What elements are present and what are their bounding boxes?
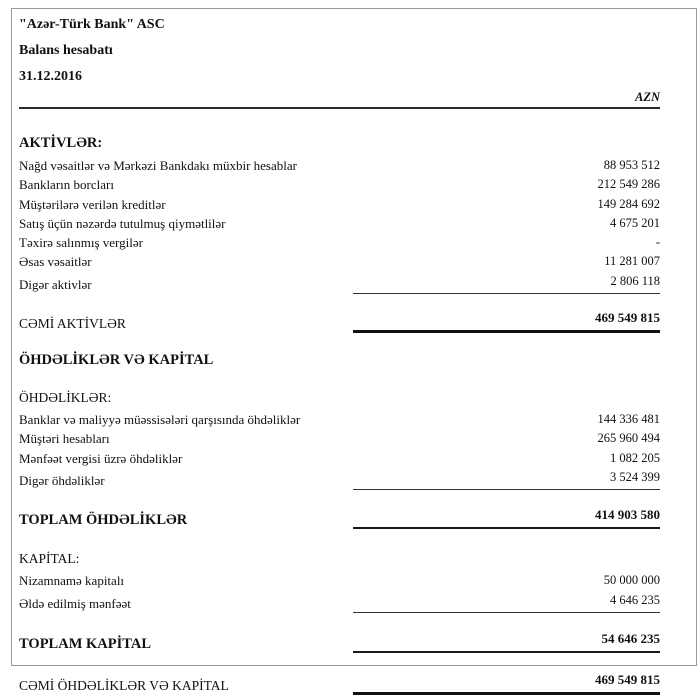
line-item-label: Bankların borcları [19, 177, 114, 193]
grand-total-value: 469 549 815 [353, 671, 660, 695]
line-item-value: 4 646 235 [353, 591, 660, 613]
liability-row-banks [19, 410, 660, 429]
line-item-label: Banklar və maliyyə müəssisələri qarşısında öhdəliklər [19, 412, 301, 428]
line-item-value: 4 675 201 [610, 215, 660, 230]
total-assets-row [19, 309, 660, 333]
line-item-value: 149 284 692 [597, 196, 660, 211]
line-item-value: 265 960 494 [597, 431, 660, 446]
total-liabilities-label: TOPLAM ÖHDƏLİKLƏR [19, 512, 188, 529]
asset-row-bank-debts [19, 175, 660, 194]
section-header-assets: AKTİVLƏR: [19, 135, 103, 151]
subsection-header-liabilities: ÖHDƏLİKLƏR: [19, 390, 112, 406]
line-item-value: 144 336 481 [597, 412, 660, 427]
line-item-label: Nağd vəsaitlər və Mərkəzi Bankdakı müxbir hesablar [19, 158, 297, 173]
grand-total-label: CƏMİ ÖHDƏLİKLƏR VƏ KAPİTAL [19, 677, 229, 693]
asset-row-other-assets [19, 272, 660, 294]
line-item-value: 212 549 286 [597, 177, 660, 192]
line-item-value: 2 806 118 [353, 272, 660, 294]
asset-row-fixed-assets [19, 252, 660, 271]
line-item-value: 88 953 512 [603, 158, 660, 172]
line-item-value: - [655, 235, 660, 250]
total-capital-label: TOPLAM KAPİTAL [19, 635, 151, 652]
capital-row-charter-capital [19, 571, 660, 590]
line-item-value: 1 082 205 [610, 450, 660, 465]
line-item-value: 11 281 007 [604, 254, 660, 269]
line-item-label: Nizamnamə kapitalı [19, 573, 125, 589]
capital-row-retained-profit [19, 591, 660, 613]
asset-row-deferred-taxes [19, 233, 660, 252]
line-item-label: Müştərilərə verilən kreditlər [19, 196, 166, 212]
liability-row-customer-accounts [19, 429, 660, 448]
line-item-value: 3 524 399 [353, 468, 660, 490]
grand-total-row [19, 671, 660, 695]
line-item-label: Satış üçün nəzərdə tutulmuş qiymətlilər [19, 215, 226, 231]
line-item-value: 50 000 000 [603, 573, 660, 588]
subsection-header-capital: KAPİTAL: [19, 551, 80, 567]
liability-row-profit-tax [19, 449, 660, 468]
company-title: "Azər-Türk Bank" ASC [19, 17, 165, 32]
asset-row-cash [19, 156, 660, 175]
total-capital-value: 54 646 235 [353, 630, 660, 653]
line-item-label: Digər aktivlər [19, 276, 92, 292]
line-item-label: Təxirə salınmış vergilər [19, 235, 143, 251]
report-date: 31.12.2016 [19, 69, 82, 84]
line-item-label: Mənfəət vergisi üzrə öhdəliklər [19, 450, 183, 466]
document-header [19, 12, 660, 90]
line-item-label: Əldə edilmiş mənfəət [19, 595, 131, 611]
line-item-label: Əsas vəsaitlər [19, 254, 92, 270]
line-item-label: Müştəri hesabları [19, 431, 110, 447]
asset-row-customer-loans [19, 195, 660, 214]
liability-row-other [19, 468, 660, 490]
currency-label: AZN [19, 90, 660, 109]
total-capital-row [19, 630, 660, 653]
asset-row-valuables-for-sale [19, 214, 660, 233]
total-liabilities-value: 414 903 580 [353, 506, 660, 529]
section-header-liabilities-equity: ÖHDƏLİKLƏR VƏ KAPİTAL [19, 352, 214, 369]
total-assets-label: CƏMİ AKTİVLƏR [19, 316, 126, 332]
total-assets-value: 469 549 815 [353, 309, 660, 333]
line-item-label: Digər öhdəliklər [19, 472, 105, 488]
report-title: Balans hesabatı [19, 43, 113, 58]
balance-sheet-page [11, 8, 697, 693]
total-liabilities-row [19, 506, 660, 529]
